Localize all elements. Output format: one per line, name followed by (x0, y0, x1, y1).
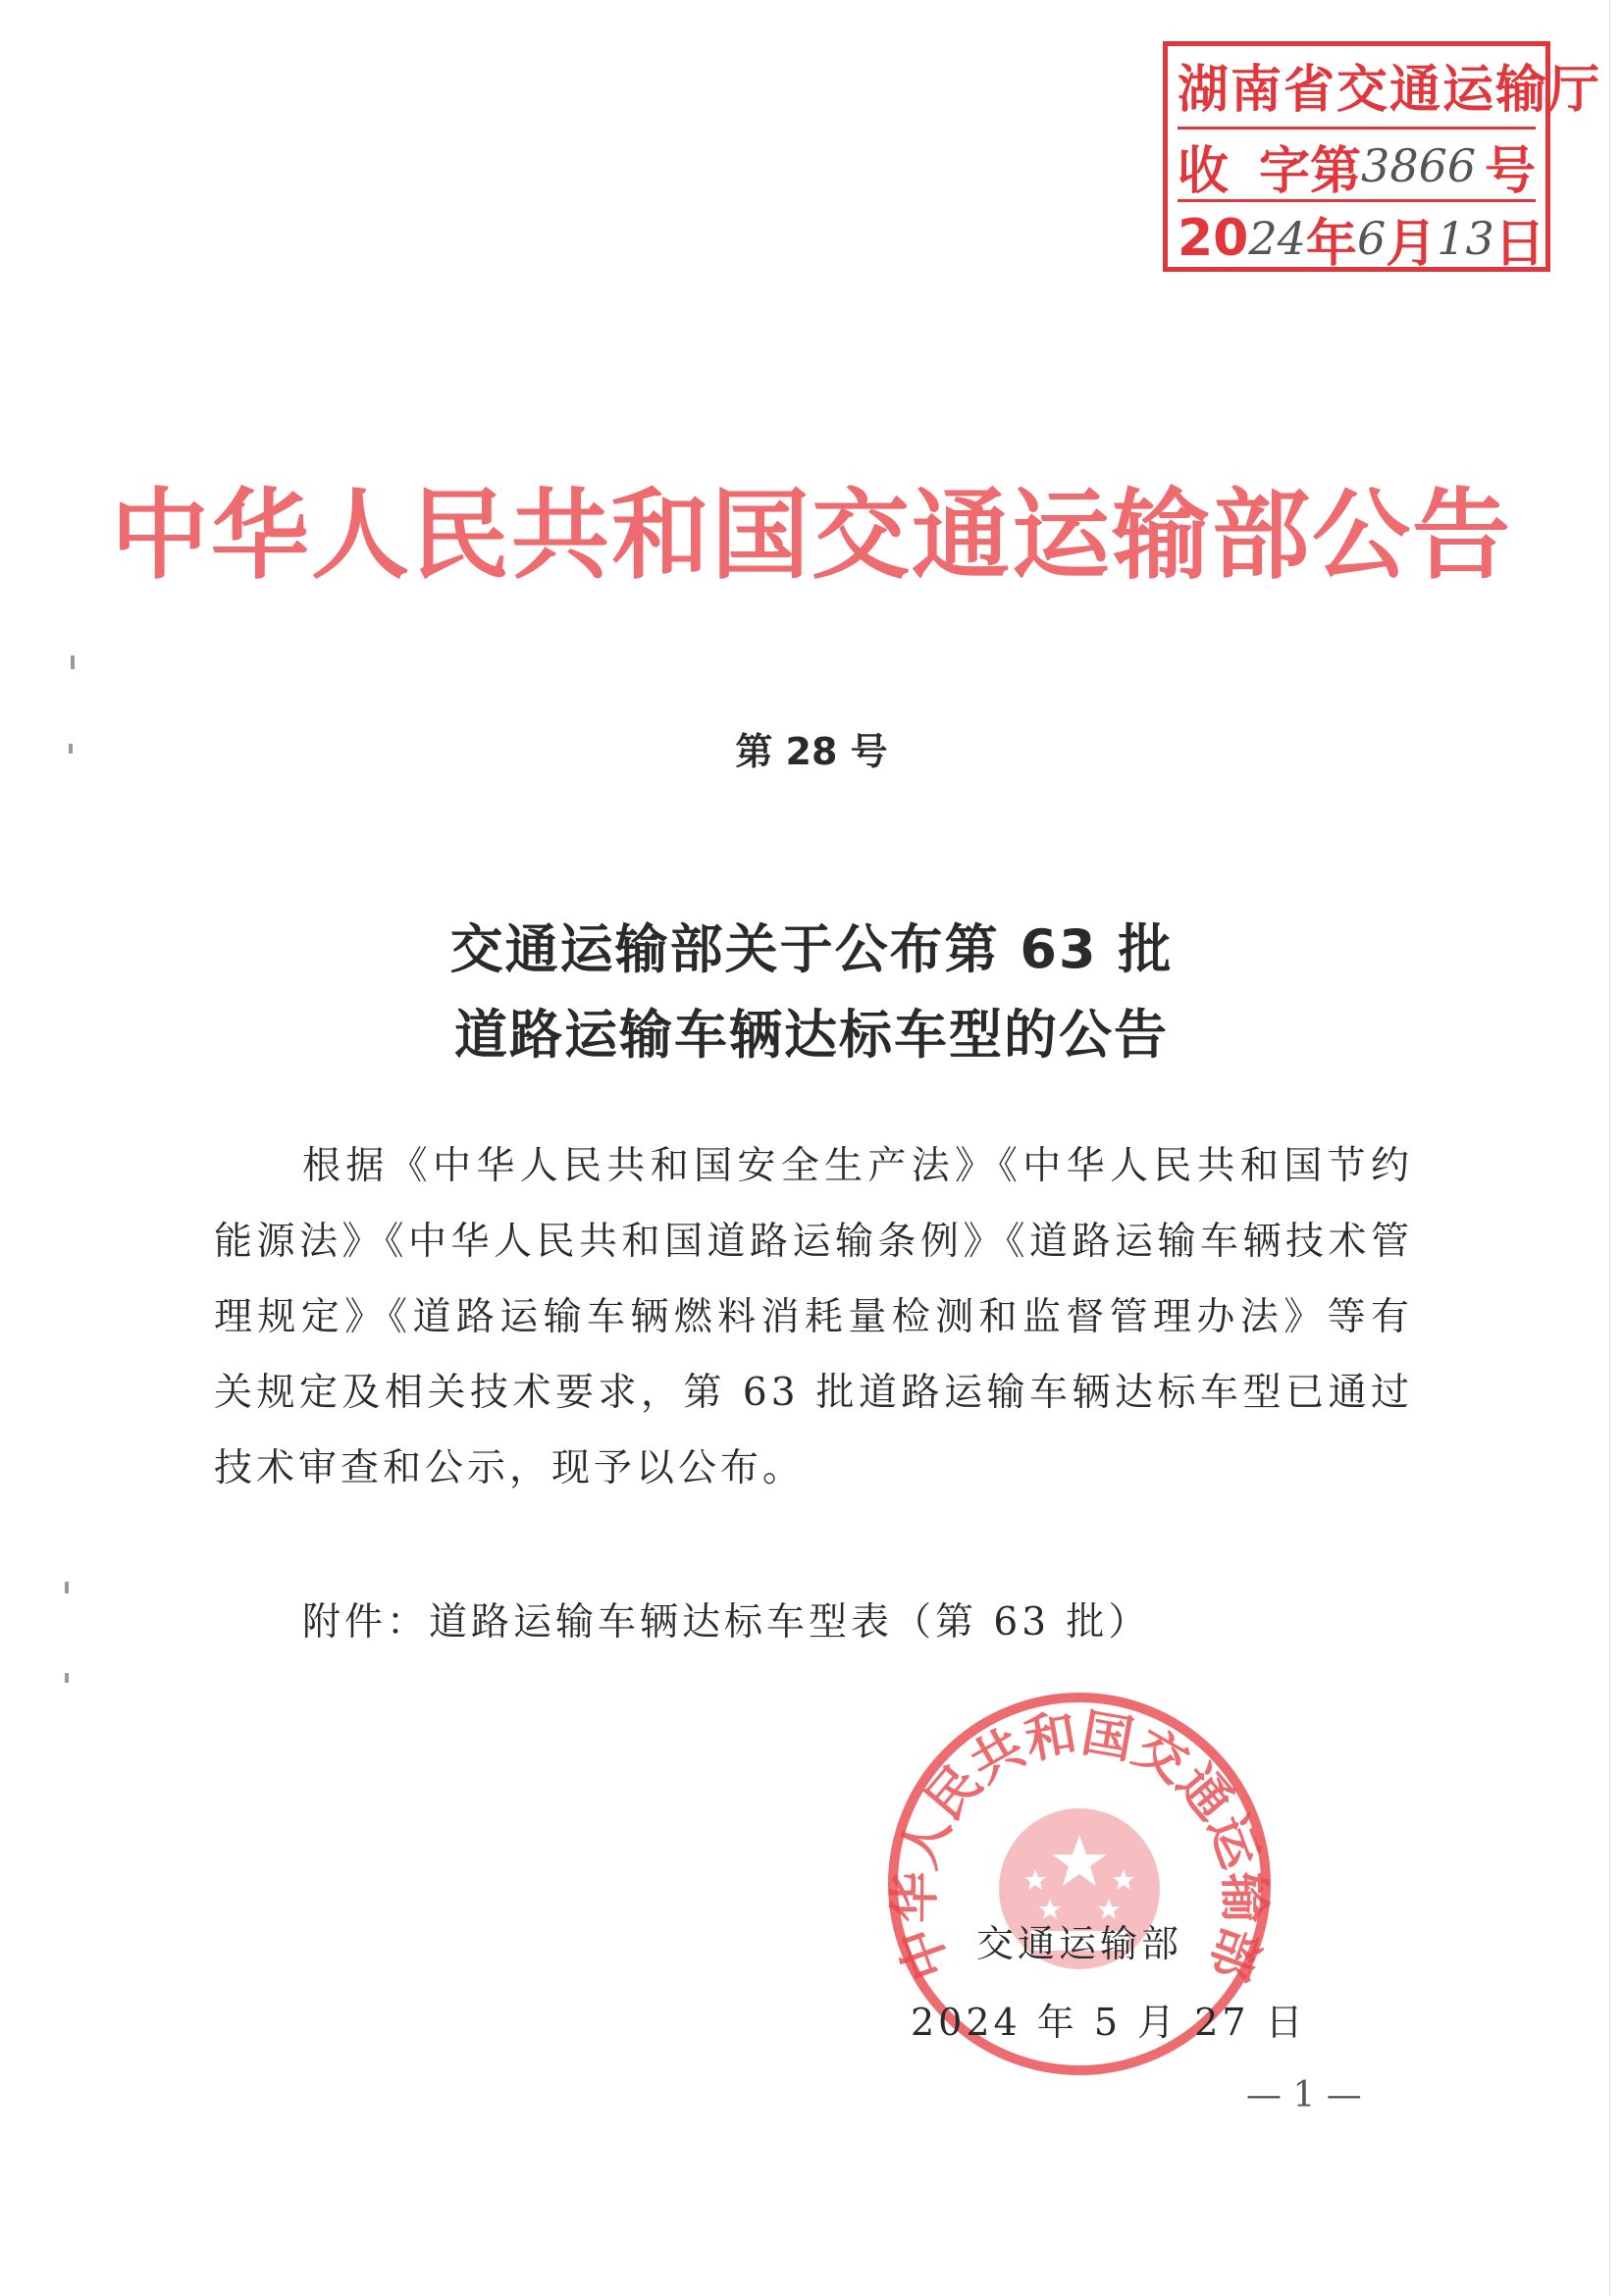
page-number: — 1 — (1246, 2075, 1362, 2115)
signature-date: 2024 年 5 月 27 日 (911, 2001, 1307, 2044)
year-hand: 24 (1248, 212, 1306, 265)
receipt-stamp (1163, 41, 1602, 274)
receipt-org-text: 湖南省交通运输厅 (1178, 60, 1602, 120)
receipt-org (1178, 52, 1602, 120)
receipt-number-row (1178, 127, 1536, 201)
scan-edge-line (1609, 0, 1610, 2296)
scan-mark (71, 655, 75, 669)
day-hand: 13 (1437, 212, 1494, 265)
title-line-2: 道路运输车辆达标车型的公告 (454, 1004, 1169, 1066)
year-label: 年 (1305, 214, 1357, 274)
year-prefix: 20 (1178, 209, 1249, 268)
receipt-date-row (1178, 199, 1545, 274)
doc-number: 第 28 号 (735, 730, 888, 773)
seal-text-path: 中华人民共和国交通运输部 (884, 1702, 1275, 1988)
signature-org: 交通运输部 (976, 1922, 1183, 1965)
month-hand: 6 (1356, 212, 1387, 265)
title-line-1: 交通运输部关于公布第 63 批 (449, 918, 1174, 980)
body-paragraph: 根据《中华人民共和国安全生产法》《中华人民共和国节约能源法》《中华人民共和国道路运输条例》《道路运输车辆技术管理规定》《道路运输车辆燃料消耗量检测和监督管理办法》等有关规定及相关技术要求，第 63 批道路运输车辆达标车型已通过技术审查和公示，现予以公布。 (214, 1144, 1413, 1490)
receipt-number: 3866 (1361, 139, 1477, 192)
word-label: 字第 (1259, 141, 1362, 201)
masthead: 中华人民共和国交通运输部公告 (111, 477, 1512, 593)
scan-mark (65, 1582, 69, 1593)
day-label: 日 (1493, 214, 1545, 274)
month-label: 月 (1386, 214, 1438, 274)
receipt-label: 收 (1178, 141, 1230, 201)
attachment-line: 附件：道路运输车辆达标车型表（第 63 批） (302, 1600, 1151, 1644)
number-suffix: 号 (1484, 141, 1536, 201)
scan-mark (65, 1673, 69, 1683)
